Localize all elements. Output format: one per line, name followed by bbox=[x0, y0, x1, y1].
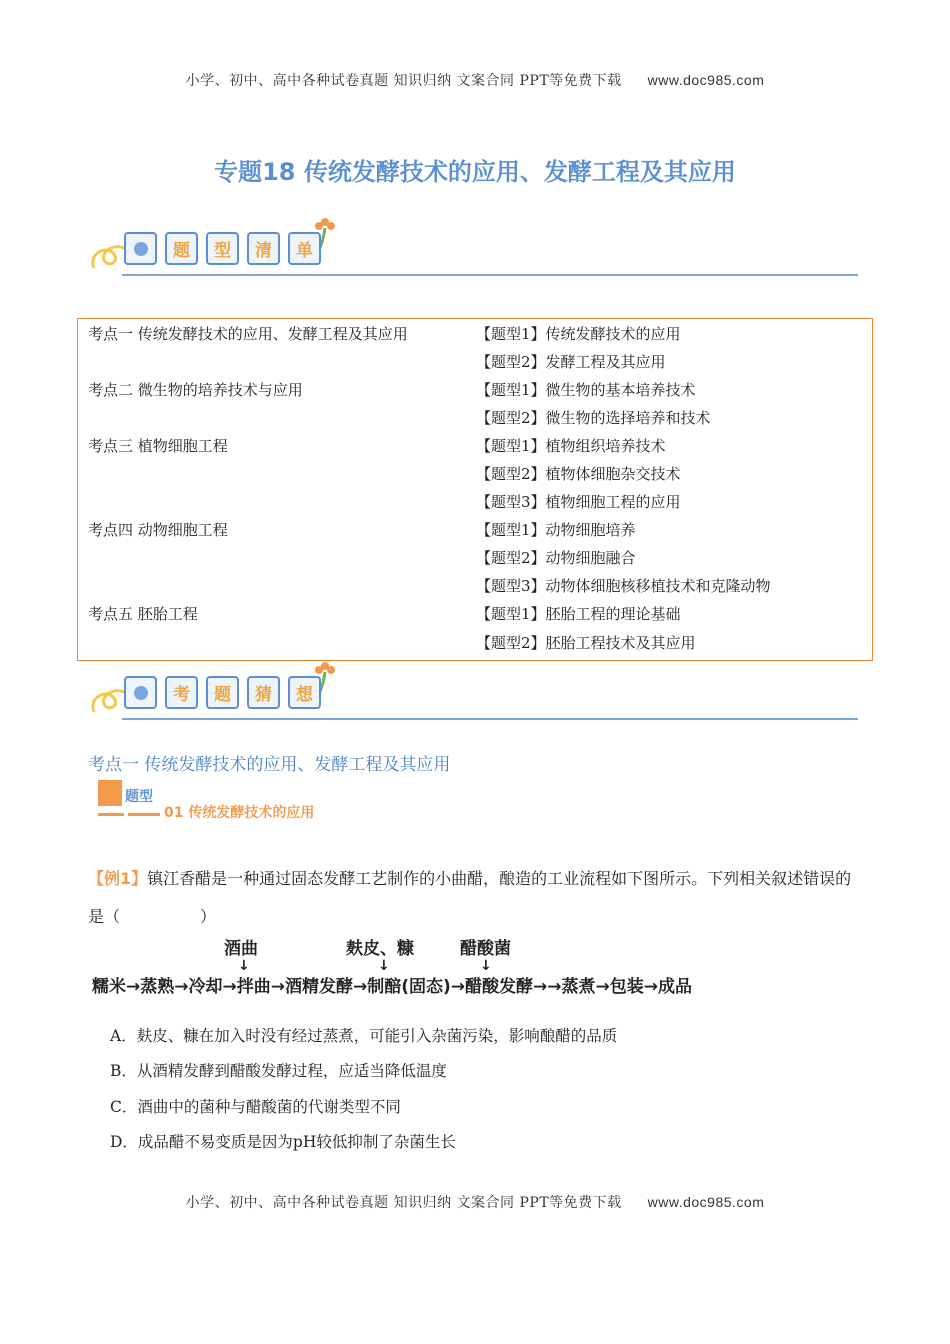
option-a: A．麸皮、糠在加入时没有经过蒸煮，可能引入杂菌污染，影响酿醋的品质 bbox=[110, 1027, 618, 1045]
question-text: 镇江香醋是一种通过固态发酵工艺制作的小曲醋，酿造的工业流程如下图所示。下列相关叙述错误的是（ ） bbox=[88, 869, 852, 926]
flow-input-label: 醋酸菌 bbox=[460, 939, 511, 959]
type-tag-square-icon bbox=[98, 780, 122, 806]
banner-rule bbox=[122, 274, 858, 276]
header-site[interactable]: www.doc985.com bbox=[647, 72, 765, 88]
outline-type: 【题型1】传统发酵技术的应用 bbox=[476, 325, 681, 343]
outline-type: 【题型2】植物体细胞杂交技术 bbox=[476, 465, 681, 483]
banner-question-types bbox=[88, 214, 858, 284]
footer-site[interactable]: www.doc985.com bbox=[647, 1194, 765, 1210]
outline-topic: 考点四 动物细胞工程 bbox=[88, 521, 228, 539]
outline-row bbox=[78, 519, 872, 547]
outline-row bbox=[78, 323, 872, 351]
banner-dot-box bbox=[124, 232, 157, 265]
down-arrow-icon: ↓ bbox=[378, 958, 390, 974]
banner-dot-box bbox=[124, 676, 157, 709]
question-stem bbox=[88, 860, 858, 936]
example-tag: 【例1】 bbox=[88, 869, 148, 888]
outline-row bbox=[78, 547, 872, 575]
banner-char: 清 bbox=[247, 232, 280, 265]
banner-char: 题 bbox=[206, 676, 239, 709]
banner-char: 想 bbox=[288, 676, 321, 709]
process-flow-diagram bbox=[92, 934, 792, 1000]
option-b: B．从酒精发酵到醋酸发酵过程，应适当降低温度 bbox=[110, 1062, 447, 1080]
section-heading: 考点一 传统发酵技术的应用、发酵工程及其应用 bbox=[88, 755, 451, 775]
outline-row bbox=[78, 351, 872, 379]
outline-row bbox=[78, 463, 872, 491]
banner-char: 猜 bbox=[247, 676, 280, 709]
outline-type: 【题型1】植物组织培养技术 bbox=[476, 437, 666, 455]
outline-type: 【题型1】动物细胞培养 bbox=[476, 521, 636, 539]
outline-topic: 考点二 微生物的培养技术与应用 bbox=[88, 381, 303, 399]
question-type-tag bbox=[98, 780, 378, 822]
type-tag-underline bbox=[128, 813, 160, 816]
type-tag-text: 01 传统发酵技术的应用 bbox=[164, 805, 315, 821]
outline-type: 【题型1】微生物的基本培养技术 bbox=[476, 381, 696, 399]
banner-title-boxes bbox=[124, 676, 321, 709]
outline-type: 【题型3】植物细胞工程的应用 bbox=[476, 493, 681, 511]
outline-row bbox=[78, 575, 872, 603]
flow-main-chain: 糯米→蒸熟→冷却→拌曲→酒精发酵→制醅(固态)→醋酸发酵→→蒸煮→包装→成品 bbox=[92, 977, 692, 997]
banner-title-boxes bbox=[124, 232, 321, 265]
outline-type: 【题型1】胚胎工程的理论基础 bbox=[476, 605, 681, 623]
type-tag-label: 题型 bbox=[125, 789, 153, 805]
outline-row bbox=[78, 379, 872, 407]
header-text: 小学、初中、高中各种试卷真题 知识归纳 文案合同 PPT等免费下载 bbox=[185, 73, 622, 89]
outline-type: 【题型2】胚胎工程技术及其应用 bbox=[476, 634, 696, 652]
banner-rule bbox=[122, 718, 858, 720]
outline-type: 【题型2】微生物的选择培养和技术 bbox=[476, 409, 711, 427]
banner-char: 题 bbox=[165, 232, 198, 265]
banner-exam-predictions bbox=[88, 658, 858, 728]
flow-input-label: 麸皮、糠 bbox=[346, 939, 414, 959]
outline-type: 【题型3】动物体细胞核移植技术和克隆动物 bbox=[476, 577, 771, 595]
type-tag-underline bbox=[98, 813, 124, 816]
banner-char: 单 bbox=[288, 232, 321, 265]
option-d: D．成品醋不易变质是因为pH较低抑制了杂菌生长 bbox=[110, 1133, 456, 1151]
outline-row bbox=[78, 435, 872, 463]
banner-char: 考 bbox=[165, 676, 198, 709]
down-arrow-icon: ↓ bbox=[238, 958, 250, 974]
outline-topic: 考点一 传统发酵技术的应用、发酵工程及其应用 bbox=[88, 325, 408, 343]
outline-row bbox=[78, 491, 872, 519]
down-arrow-icon: ↓ bbox=[480, 958, 492, 974]
topic-outline-table bbox=[77, 318, 873, 661]
page-footer bbox=[0, 1192, 950, 1212]
option-c: C．酒曲中的菌种与醋酸菌的代谢类型不同 bbox=[110, 1098, 401, 1116]
document-title: 专题18 传统发酵技术的应用、发酵工程及其应用 bbox=[214, 158, 736, 186]
banner-char: 型 bbox=[206, 232, 239, 265]
outline-row bbox=[78, 603, 872, 631]
outline-topic: 考点五 胚胎工程 bbox=[88, 605, 198, 623]
page-header bbox=[0, 70, 950, 90]
outline-row bbox=[78, 632, 872, 660]
outline-topic: 考点三 植物细胞工程 bbox=[88, 437, 228, 455]
footer-text: 小学、初中、高中各种试卷真题 知识归纳 文案合同 PPT等免费下载 bbox=[185, 1195, 622, 1211]
flow-input-label: 酒曲 bbox=[224, 939, 258, 959]
outline-type: 【题型2】发酵工程及其应用 bbox=[476, 353, 666, 371]
outline-row bbox=[78, 407, 872, 435]
outline-type: 【题型2】动物细胞融合 bbox=[476, 549, 636, 567]
